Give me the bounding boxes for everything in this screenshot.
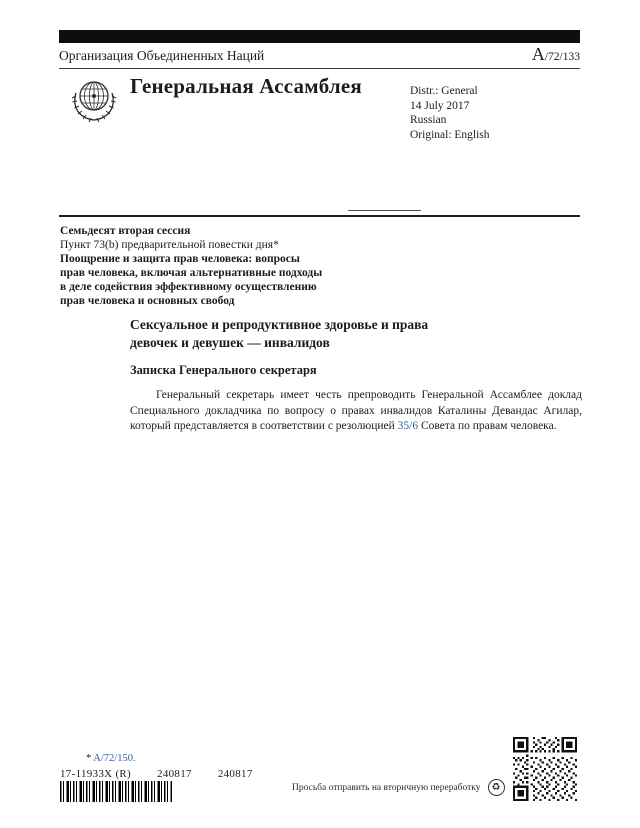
distr-line: Distr.: General [410,85,478,97]
footnote [86,753,136,764]
qr-code [513,737,577,801]
paragraph-text: Совета по правам человека. [418,420,557,432]
document-symbol [532,44,580,65]
note-heading: Записка Генерального секретаря [130,363,317,377]
session-block [60,224,324,308]
recycle-icon: ♻ [488,779,505,796]
footnote-link[interactable]: A/72/150. [93,753,136,764]
document-title: Сексуальное и репродуктивное здоровье и права девочек и девушек — инвалидов [130,317,429,350]
symbol-letter: A [531,44,545,64]
un-emblem-icon [64,72,124,132]
barcode [60,781,172,802]
document-header [59,44,580,65]
symbol-number: /72/133 [544,51,580,63]
resolution-link[interactable]: 35/6 [397,420,419,432]
print-date-1: 240817 [157,768,192,780]
date-line: 14 July 2017 [410,99,470,112]
org-name: Организация Объединенных Наций [59,48,265,63]
body-paragraph [130,388,582,435]
assembly-title: Генеральная Ассамблея [130,74,362,98]
print-date-2: 240817 [217,768,253,780]
footer-job-number [60,768,253,780]
recycle-notice [292,779,505,796]
job-number: 17-11933X (R) [60,768,132,780]
language-line: Russian [410,114,447,126]
distribution-info [410,84,490,142]
agenda-title: Поощрение и защита прав человека: вопросы прав человека, включая альтернативные подходы в деле содействия эффективному осуществлению прав человека и основных свобод [60,253,323,307]
session-title: Семьдесят вторая сессия [60,225,191,237]
recycle-text: Просьба отправить на вторичную переработку [292,782,481,793]
separator-short [348,210,421,211]
footnote-marker: * [86,753,92,764]
separator-thick [59,215,580,217]
top-black-bar [59,30,580,43]
header-rule [59,68,580,69]
paragraph-text: Генеральный секретарь имеет честь препроводить Генеральной Ассамблее доклад Специального докладчика по вопросу о правах инвалидов Каталины Девандас Агилар, который представляется в соответствии с резолюцией [130,389,582,432]
agenda-item: Пункт 73(b) предварительной повестки дня* [60,239,279,251]
original-line: Original: English [410,128,490,141]
